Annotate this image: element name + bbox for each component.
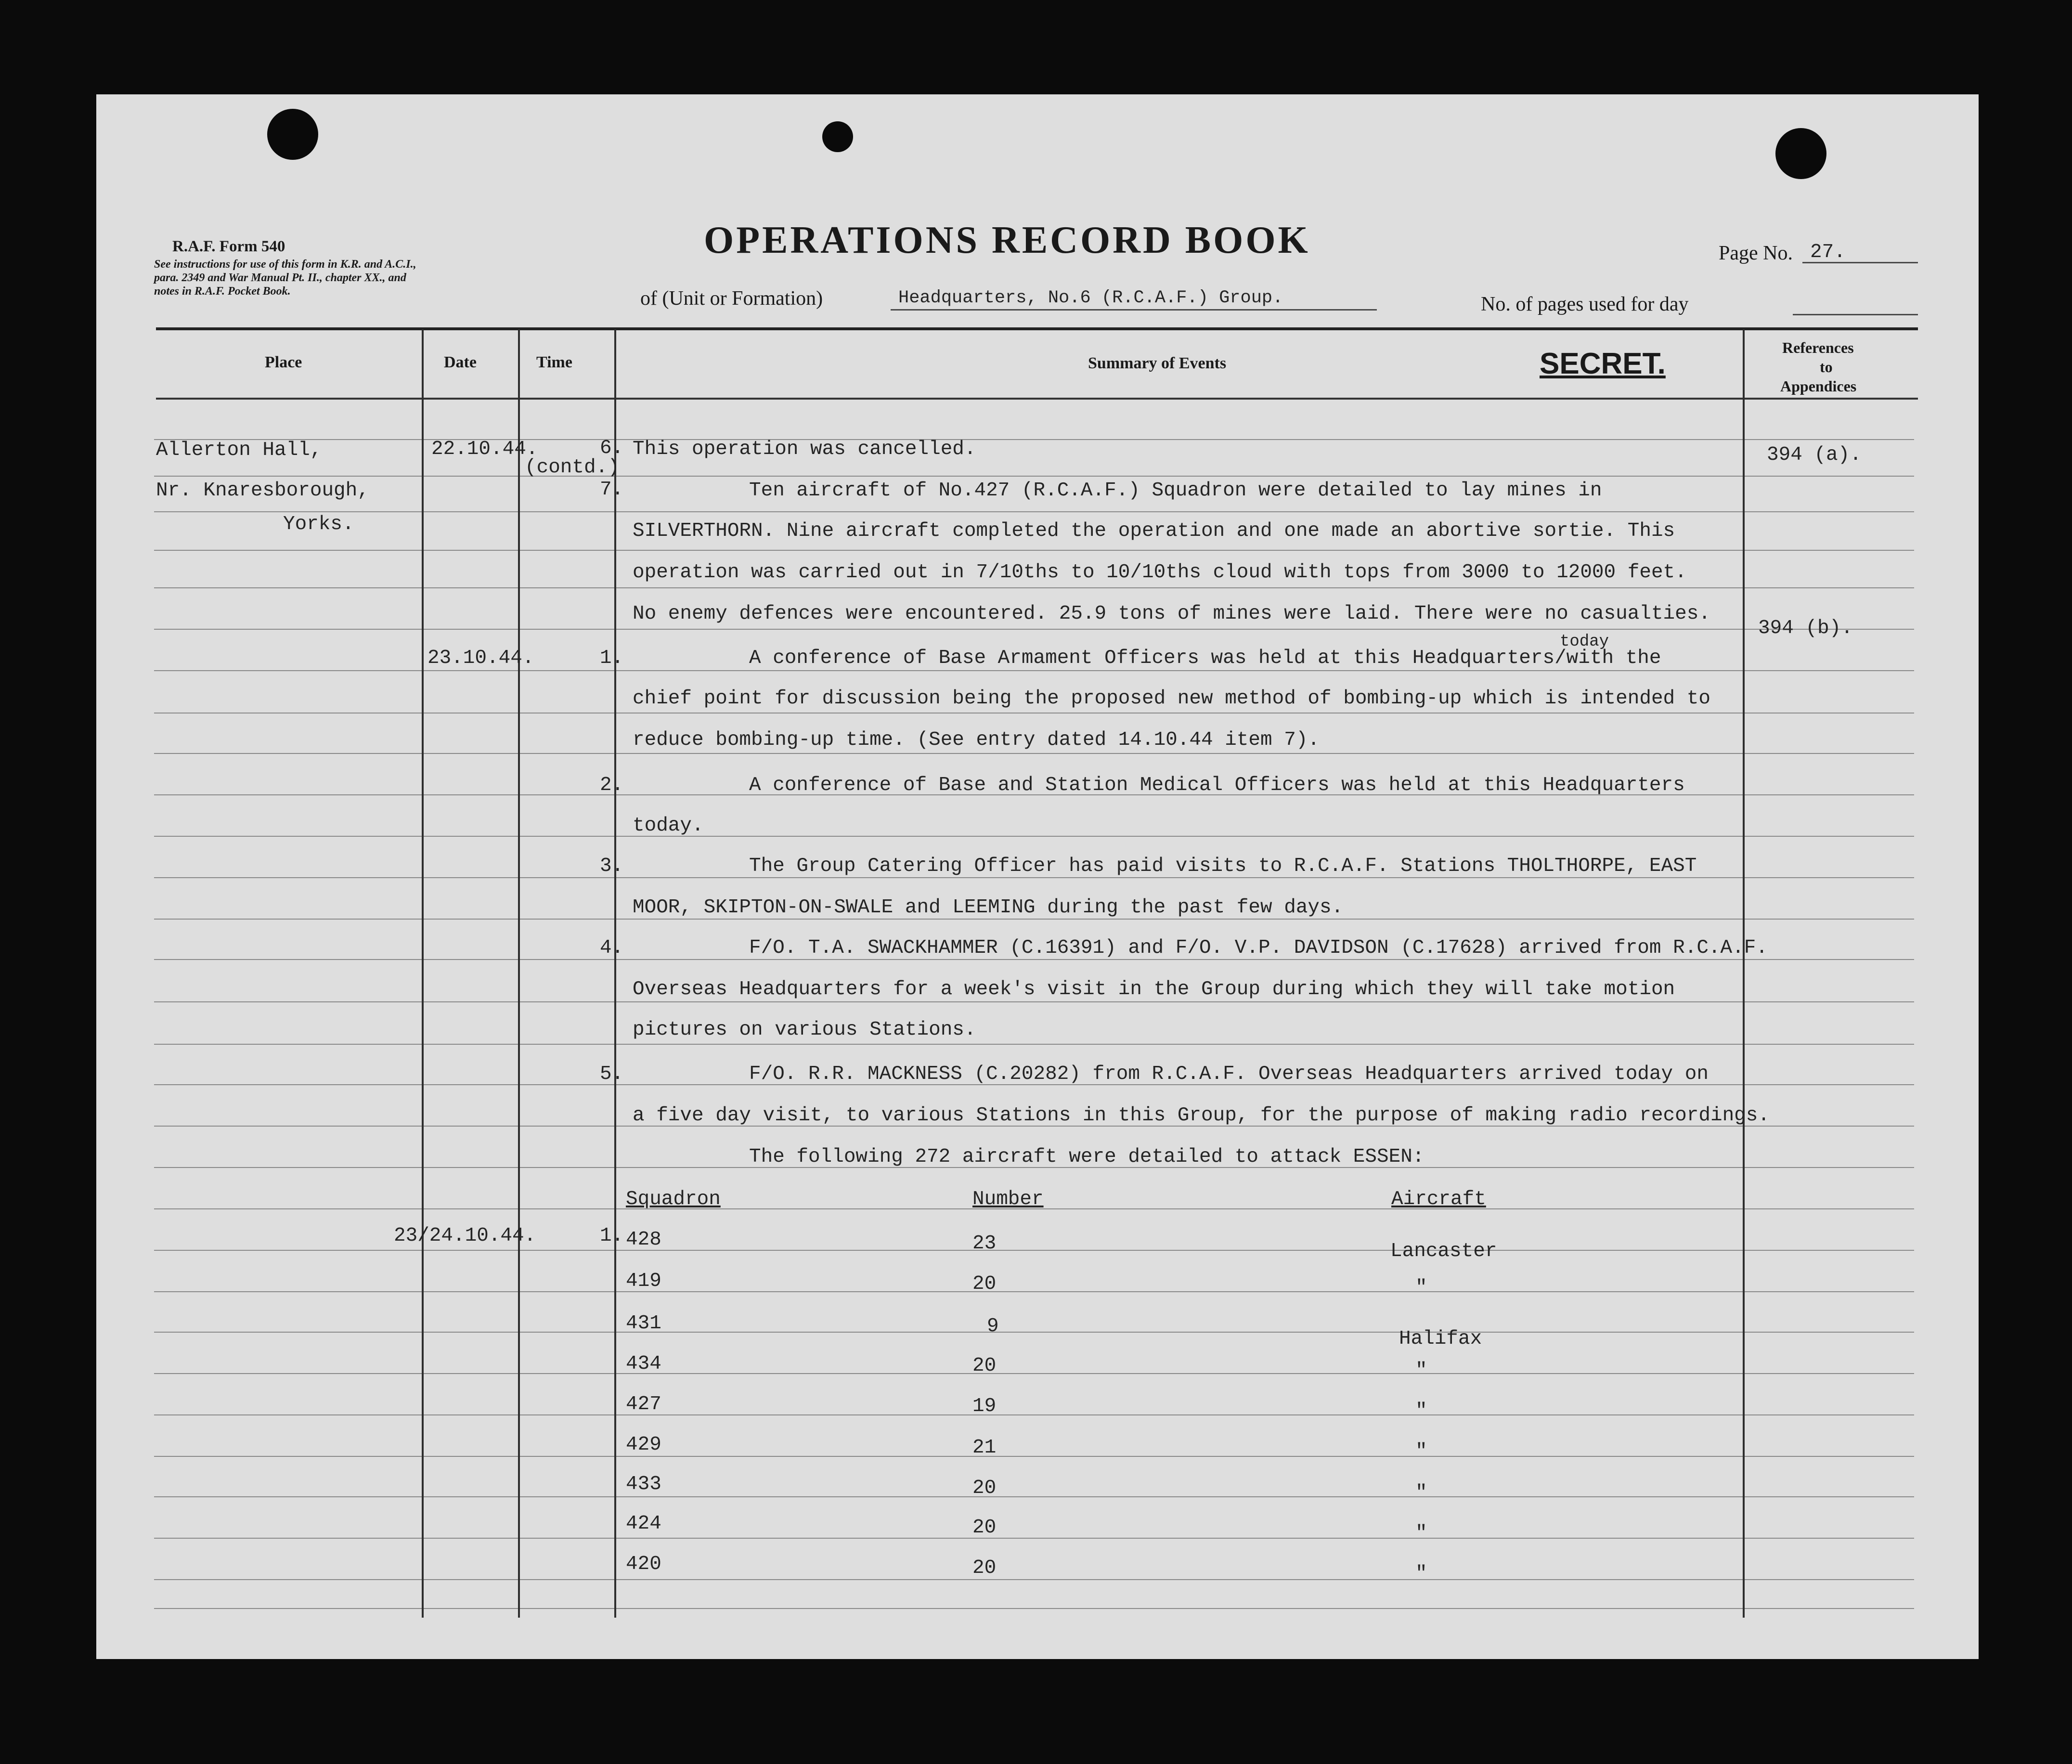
ruled-line	[154, 670, 1914, 671]
ruled-line	[154, 1001, 1914, 1002]
entry-contd-note: (contd.)	[525, 456, 620, 479]
table-cell-number: 9	[987, 1315, 999, 1337]
table-cell-number: 20	[972, 1557, 997, 1579]
entry-item-number: 7.	[600, 479, 624, 501]
page-number-label: Page No.	[1719, 242, 1793, 264]
table-cell-number: 19	[972, 1395, 997, 1417]
summary-line: No enemy defences were encountered. 25.9 tons of mines were laid. There were no casualties.	[633, 603, 1710, 625]
form-number: R.A.F. Form 540	[172, 238, 285, 255]
summary-line: today.	[633, 815, 704, 837]
col-summary: Summary of Events	[1088, 354, 1227, 372]
ruled-line	[154, 1332, 1914, 1333]
ruled-line	[154, 1608, 1914, 1609]
ruled-line	[154, 1496, 1914, 1497]
table-cell-squadron: 429	[626, 1434, 661, 1456]
summary-line: F/O. R.R. MACKNESS (C.20282) from R.C.A.F. Overseas Headquarters arrived today on	[749, 1063, 1709, 1085]
unit-line	[891, 309, 1377, 311]
table-cell-aircraft: "	[1415, 1563, 1427, 1585]
summary-line: operation was carried out in 7/10ths to 10/10ths cloud with tops from 3000 to 12000 feet.	[633, 561, 1687, 584]
table-cell-aircraft: "	[1415, 1482, 1427, 1504]
col-time: Time	[536, 353, 572, 371]
place-line-3: Yorks.	[283, 513, 354, 535]
ruled-line	[154, 550, 1914, 551]
pages-used-line	[1793, 314, 1918, 315]
col-refs-2: to	[1820, 358, 1833, 376]
table-cell-squadron: 434	[626, 1353, 661, 1375]
table-cell-squadron: 433	[626, 1473, 661, 1495]
summary-line: This operation was cancelled.	[633, 438, 976, 460]
entry-item-number: 4.	[600, 937, 624, 959]
table-cell-aircraft: "	[1415, 1400, 1427, 1422]
record-page	[96, 94, 1979, 1659]
ruled-line	[154, 919, 1914, 920]
summary-line: The following 272 aircraft were detailed to attack ESSEN:	[749, 1146, 1424, 1168]
table-cell-squadron: 424	[626, 1513, 661, 1535]
entry-date: 23/24.10.44.	[394, 1225, 536, 1247]
table-cell-aircraft: Halifax	[1399, 1328, 1482, 1350]
entry-item-number: 5.	[600, 1063, 624, 1085]
table-cell-squadron: 419	[626, 1270, 661, 1292]
table-cell-number: 21	[972, 1437, 997, 1459]
summary-line: F/O. T.A. SWACKHAMMER (C.16391) and F/O. V.P. DAVIDSON (C.17628) arrived from R.C.A.F.	[749, 937, 1768, 959]
col-date: Date	[444, 353, 477, 371]
entry-item-number: 3.	[600, 855, 624, 877]
ruled-line	[154, 1414, 1914, 1415]
place-line-1: Allerton Hall,	[156, 439, 322, 461]
form-instructions-1: See instructions for use of this form in K.R. and A.C.I.,	[154, 258, 416, 271]
table-cell-number: 20	[972, 1355, 997, 1377]
table-cell-aircraft: "	[1415, 1360, 1427, 1382]
ruled-line	[154, 476, 1914, 477]
summary-line: a five day visit, to various Stations in this Group, for the purpose of making radio recordings.	[633, 1104, 1770, 1127]
table-cell-number: 20	[972, 1477, 997, 1499]
table-cell-squadron: 431	[626, 1312, 661, 1335]
table-cell-aircraft: Lancaster	[1390, 1240, 1497, 1262]
ruled-line	[154, 511, 1914, 512]
table-cell-squadron: 420	[626, 1553, 661, 1575]
unit-label: of (Unit or Formation)	[640, 287, 823, 310]
ruled-line	[154, 439, 1914, 440]
entry-item-number: 1.	[600, 647, 624, 669]
table-header-number: Number	[972, 1188, 1044, 1210]
table-header-aircraft: Aircraft	[1391, 1188, 1486, 1210]
binder-hole-right	[1775, 128, 1826, 179]
ruled-line	[154, 959, 1914, 960]
summary-line: reduce bombing-up time. (See entry dated 14.10.44 item 7).	[633, 729, 1320, 751]
header-top-rule	[156, 327, 1918, 330]
entry-date: 23.10.44.	[427, 647, 534, 669]
appendix-reference: 394 (b).	[1758, 617, 1853, 639]
ruled-line	[154, 753, 1914, 754]
unit-value: Headquarters, No.6 (R.C.A.F.) Group.	[898, 288, 1283, 308]
form-instructions-2: para. 2349 and War Manual Pt. II., chapter XX., and	[154, 272, 406, 284]
binder-hole-middle	[822, 121, 853, 152]
ruled-line	[154, 1250, 1914, 1251]
summary-line: A conference of Base Armament Officers was held at this Headquarters/with the	[749, 647, 1661, 669]
table-cell-number: 20	[972, 1273, 997, 1295]
secret-stamp: SECRET.	[1540, 347, 1666, 380]
table-cell-aircraft: "	[1415, 1440, 1427, 1463]
summary-line: chief point for discussion being the proposed new method of bombing-up which is intended to	[633, 687, 1710, 710]
col-refs-1: References	[1782, 339, 1854, 356]
summary-line: A conference of Base and Station Medical Officers was held at this Headquarters	[749, 774, 1685, 796]
divider-summary-refs	[1743, 329, 1745, 1618]
ruled-line	[154, 877, 1914, 878]
ruled-line	[154, 1291, 1914, 1292]
ruled-line	[154, 1373, 1914, 1374]
page-title: OPERATIONS RECORD BOOK	[704, 219, 1310, 261]
summary-line: Overseas Headquarters for a week's visit in the Group during which they will take motion	[633, 978, 1675, 1000]
table-cell-aircraft: "	[1415, 1277, 1427, 1299]
divider-time-summary	[614, 329, 616, 1618]
summary-line: Ten aircraft of No.427 (R.C.A.F.) Squadron were detailed to lay mines in	[749, 480, 1602, 502]
divider-date-time	[518, 329, 520, 1618]
table-cell-aircraft: "	[1415, 1522, 1427, 1544]
col-place: Place	[265, 353, 302, 371]
ruled-line	[154, 1456, 1914, 1457]
table-cell-number: 23	[972, 1232, 997, 1255]
ruled-line	[154, 587, 1914, 588]
ruled-line	[154, 1579, 1914, 1580]
table-header-squadron: Squadron	[626, 1188, 721, 1210]
summary-line: pictures on various Stations.	[633, 1019, 976, 1041]
ruled-line	[154, 1044, 1914, 1045]
summary-line: SILVERTHORN. Nine aircraft completed the operation and one made an abortive sortie. This	[633, 520, 1675, 542]
binder-hole-left	[267, 109, 318, 160]
summary-line: The Group Catering Officer has paid visits to R.C.A.F. Stations THOLTHORPE, EAST	[749, 855, 1697, 877]
col-refs-3: Appendices	[1780, 377, 1857, 395]
page-number-value: 27.	[1810, 241, 1846, 263]
table-cell-squadron: 427	[626, 1393, 661, 1415]
entry-item-number: 2.	[600, 774, 624, 796]
summary-insert: today	[1560, 633, 1609, 651]
table-cell-squadron: 428	[626, 1229, 661, 1251]
entry-item-number: 1.	[600, 1225, 624, 1247]
appendix-reference: 394 (a).	[1767, 444, 1862, 466]
entry-date: 22.10.44.	[431, 438, 538, 460]
header-bottom-rule	[156, 398, 1918, 400]
divider-place-date	[422, 329, 424, 1618]
ruled-line	[154, 836, 1914, 837]
summary-line: MOOR, SKIPTON-ON-SWALE and LEEMING during the past few days.	[633, 896, 1344, 919]
ruled-line	[154, 629, 1914, 630]
ruled-line	[154, 1538, 1914, 1539]
place-line-2: Nr. Knaresborough,	[156, 480, 369, 502]
table-cell-number: 20	[972, 1517, 997, 1539]
pages-used-label: No. of pages used for day	[1481, 293, 1689, 315]
entry-item-number: 6.	[600, 437, 624, 459]
form-instructions-3: notes in R.A.F. Pocket Book.	[154, 285, 291, 298]
